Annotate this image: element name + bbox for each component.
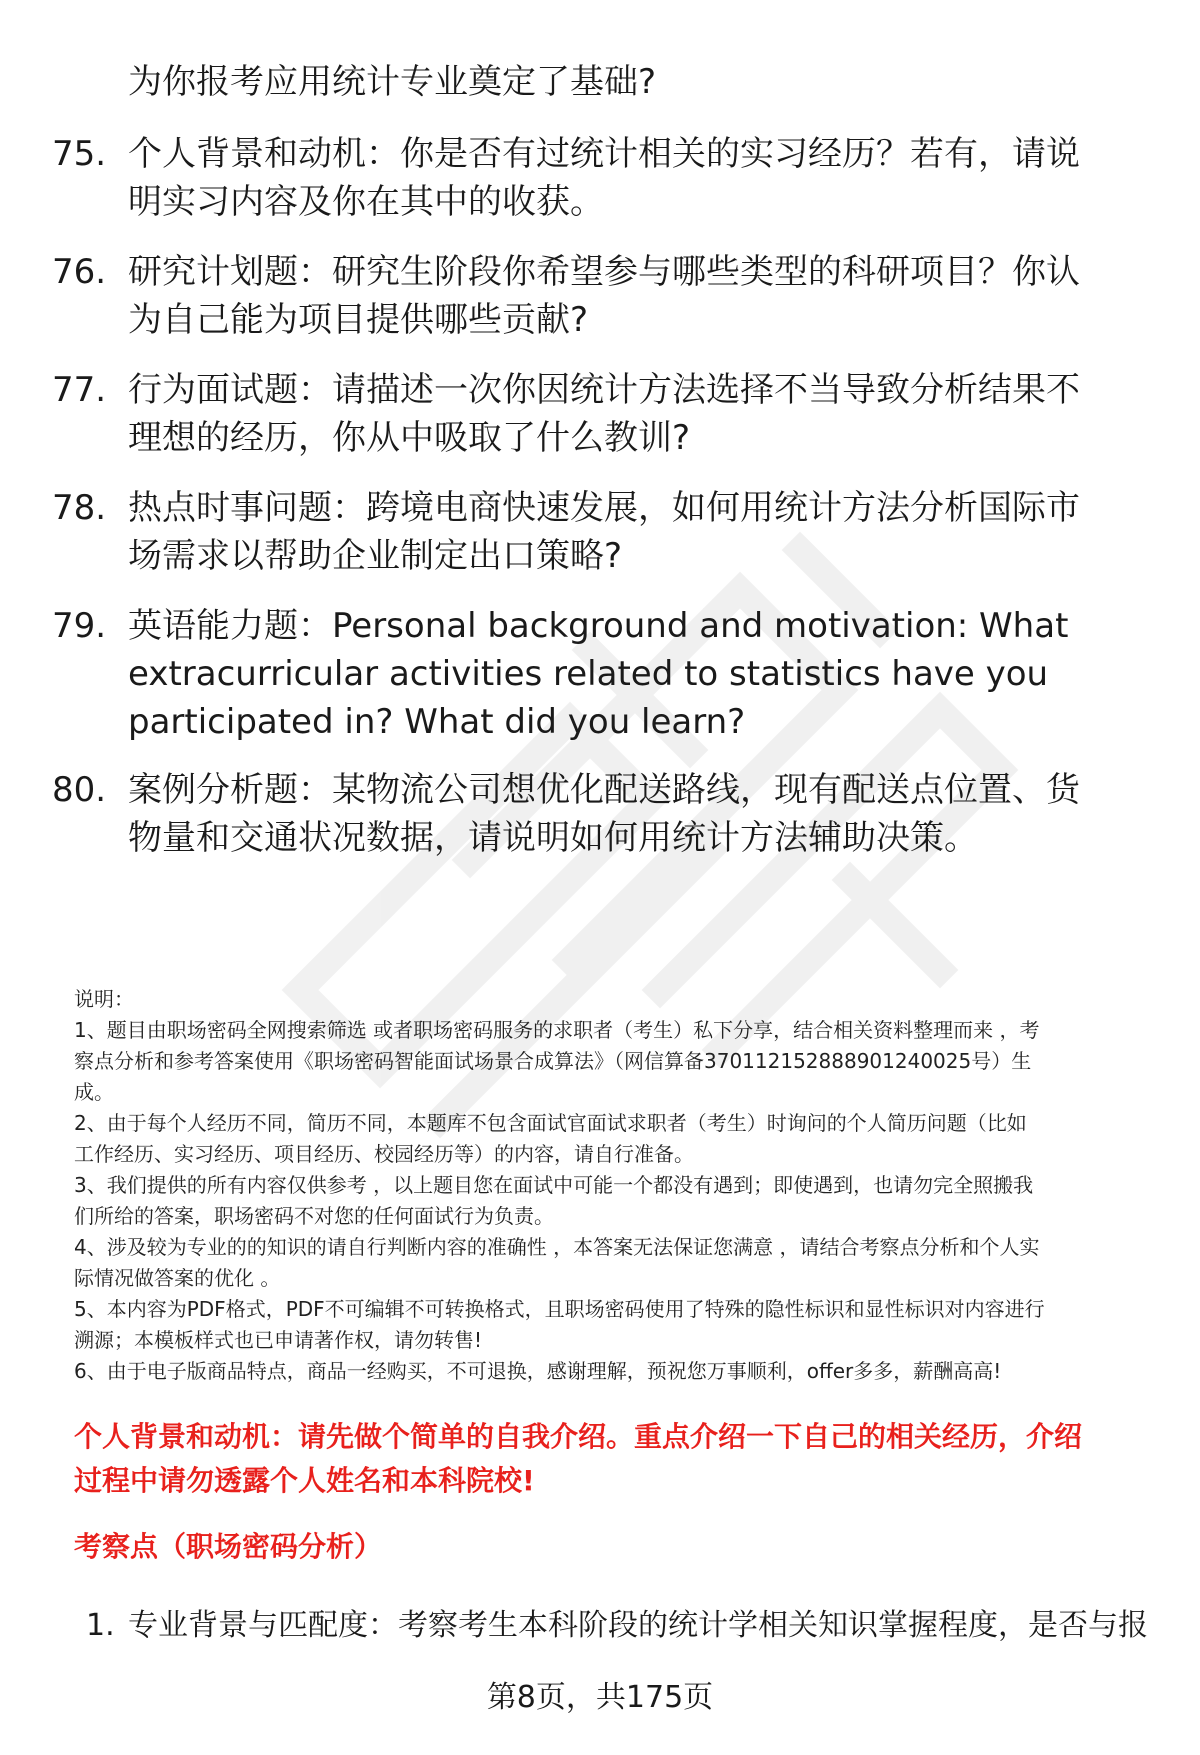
analysis-point-1 (86, 1604, 1176, 1648)
note-line-4: 4、涉及较为专业的的知识的请自行判断内容的准确性 ，本答案无法保证您满意 ，请结合考察点分析和个人实 际情况做答案的优化 。 (74, 1235, 1040, 1290)
question-item-79 (52, 602, 1162, 746)
note-line-6: 6、由于电子版商品特点，商品一经购买，不可退换，感谢理解，预祝您万事顺利，offer多多，薪酬高高! (74, 1359, 1002, 1383)
featured-question: 个人背景和动机：请先做个简单的自我介绍。重点介绍一下自己的相关经历，介绍 过程中请勿透露个人姓名和本科院校! (74, 1420, 1083, 1497)
note-line-2: 2、由于每个人经历不同，简历不同，本题库不包含面试官面试求职者（考生）时询问的个人简历问题（比如 工作经历、实习经历、项目经历、校园经历等）的内容，请自行准备。 (74, 1111, 1027, 1166)
question-item-75 (52, 130, 1162, 226)
question-item-78 (52, 484, 1162, 580)
note-line-3: 3、我们提供的所有内容仅供参考 ，以上题目您在面试中可能一个都没有遇到；即使遇到，也请勿完全照搬我 们所给的答案，职场密码不对您的任何面试行为负责。 (74, 1173, 1034, 1228)
question-number: 77. (52, 370, 107, 410)
point-text: 专业背景与匹配度：考察考生本科阶段的统计学相关知识掌握程度，是否与报 (128, 1608, 1148, 1643)
point-number: 1. (86, 1608, 115, 1643)
question-item-76 (52, 248, 1162, 344)
question-number: 78. (52, 488, 107, 528)
question-item-77 (52, 366, 1162, 462)
question-text: 热点时事问题：跨境电商快速发展，如何用统计方法分析国际市 场需求以帮助企业制定出口策略? (128, 488, 1080, 576)
analysis-heading: 考察点（职场密码分析） (74, 1530, 383, 1563)
notes-title: 说明： (74, 987, 134, 1011)
note-line-5: 5、本内容为PDF格式，PDF不可编辑不可转换格式，且职场密码使用了特殊的隐性标识和显性标识对内容进行 溯源；本模板样式也已申请著作权，请勿转售! (74, 1297, 1045, 1352)
question-text: 研究计划题：研究生阶段你希望参与哪些类型的科研项目？你认 为自己能为项目提供哪些贡献? (128, 252, 1080, 340)
question-74-continuation: 为你报考应用统计专业奠定了基础? (128, 62, 657, 102)
disclaimer-notes (74, 984, 1164, 1387)
question-text: 英语能力题：Personal background and motivation: What extracurricular activities related to statistics have you participated in? What did you learn? (128, 606, 1069, 742)
question-text: 案例分析题：某物流公司想优化配送路线，现有配送点位置、货 物量和交通状况数据，请说明如何用统计方法辅助决策。 (128, 770, 1080, 858)
page-footer: 第8页，共175页 (486, 1680, 714, 1715)
question-item-80 (52, 766, 1162, 862)
note-line-1: 1、题目由职场密码全网搜索筛选 或者职场密码服务的求职者（考生）私下分享，结合相关资料整理而来 ，考 察点分析和参考答案使用《职场密码智能面试场景合成算法》（网信算备370112152888901240025号）生 成。 (74, 1018, 1040, 1104)
question-text: 个人背景和动机：你是否有过统计相关的实习经历？若有，请说 明实习内容及你在其中的收获。 (128, 134, 1080, 222)
question-number: 75. (52, 134, 107, 174)
question-text: 行为面试题：请描述一次你因统计方法选择不当导致分析结果不 理想的经历，你从中吸取了什么教训? (128, 370, 1080, 458)
question-number: 79. (52, 606, 107, 646)
question-number: 80. (52, 770, 107, 810)
question-number: 76. (52, 252, 107, 292)
